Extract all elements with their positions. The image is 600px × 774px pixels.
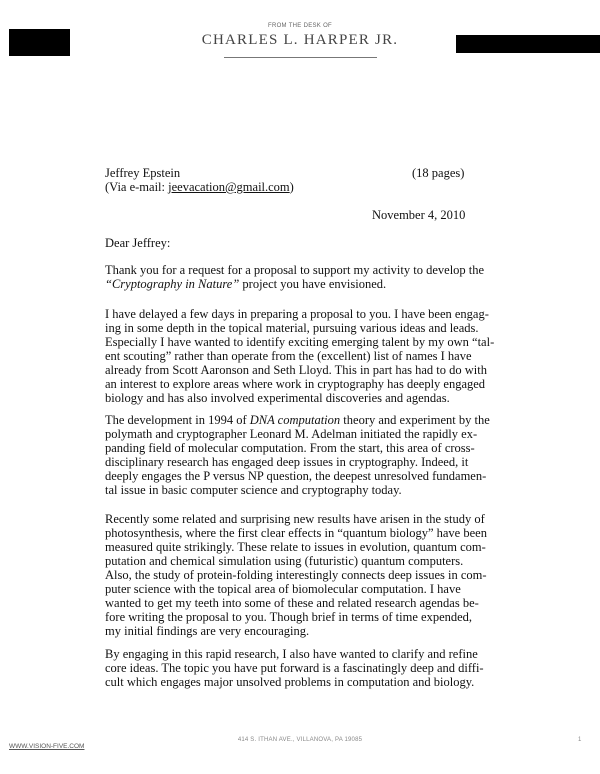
email-link[interactable]: jeevacation@gmail.com bbox=[168, 180, 290, 194]
paragraph-line: panding field of molecular computation. From the start, this area of cross- bbox=[105, 441, 475, 455]
recipient-email-line bbox=[105, 180, 294, 194]
letterhead-divider bbox=[224, 57, 377, 58]
letterhead-name: CHARLES L. HARPER JR. bbox=[201, 32, 399, 48]
paragraph-line: photosynthesis, where the first clear effects in “quantum biology” have been bbox=[105, 526, 487, 540]
paragraph-line: Thank you for a request for a proposal to support my activity to develop the bbox=[105, 263, 485, 277]
paragraph-line: an interest to explore areas where work in cryptography has deeply engaged bbox=[105, 377, 486, 391]
paragraph-line: polymath and cryptographer Leonard M. Adelman initiated the rapidly ex- bbox=[105, 427, 478, 441]
paragraph-1 bbox=[105, 263, 500, 291]
paragraph-2 bbox=[105, 307, 500, 405]
paragraph-line: I have delayed a few days in preparing a proposal to you. I have been engag- bbox=[105, 307, 489, 321]
paragraph-line: puter science with the topical area of biomolecular computation. I have bbox=[105, 582, 461, 596]
paragraph-line: already from Scott Aaronson and Seth Lloyd. This in part has had to do with bbox=[105, 363, 488, 377]
paragraph-line: ing in some depth in the topical material, pursuing various ideas and leads. bbox=[105, 321, 479, 335]
project-title: “Cryptography in Nature” bbox=[105, 277, 240, 291]
letterhead-from-line: FROM THE DESK OF bbox=[267, 23, 333, 29]
paragraph-line-end: theory and experiment by the bbox=[340, 413, 490, 427]
paragraph-line: Also, the study of protein-folding interestingly connects deep issues in com- bbox=[105, 568, 487, 582]
dna-computation-term: DNA computation bbox=[249, 413, 341, 427]
paragraph-line: wanted to get my teeth into some of these and related research agendas be- bbox=[105, 596, 479, 610]
paragraph-line: disciplinary research has engaged deep issues in cryptography. Indeed, it bbox=[105, 455, 469, 469]
paragraph-5 bbox=[105, 647, 500, 689]
paragraph-line: Especially I have wanted to identify exciting emerging talent by my own “tal- bbox=[105, 335, 495, 349]
footer-url[interactable]: WWW.VISION-FIVE.COM bbox=[9, 743, 85, 750]
paragraph-line: core ideas. The topic you have put forward is a fascinatingly deep and diffi- bbox=[105, 661, 484, 675]
paragraph-3 bbox=[105, 413, 500, 497]
paragraph-line: putation and chemical simulation using (futuristic) quantum computers. bbox=[105, 554, 464, 568]
footer-address: 414 S. ITHAN AVE., VILLANOVA, PA 19085 bbox=[237, 737, 363, 743]
letter-date: November 4, 2010 bbox=[372, 208, 466, 222]
paragraph-line-rest: project you have envisioned. bbox=[239, 277, 387, 291]
paragraph-line: biology and has also involved experimental discoveries and agendas. bbox=[105, 391, 450, 405]
paragraph-line bbox=[105, 277, 500, 291]
paragraph-line bbox=[105, 413, 500, 427]
salutation: Dear Jeffrey: bbox=[105, 236, 171, 250]
paragraph-line: deeply engages the P versus NP question, the deepest unresolved fundamen- bbox=[105, 469, 487, 483]
paragraph-line: my initial findings are very encouraging. bbox=[105, 624, 310, 638]
paragraph-line: By engaging in this rapid research, I also have wanted to clarify and refine bbox=[105, 647, 478, 661]
email-prefix: (Via e-mail: bbox=[105, 180, 169, 194]
recipient-name: Jeffrey Epstein bbox=[105, 166, 181, 180]
paragraph-line: cult which engages major unsolved problems in computation and biology. bbox=[105, 675, 475, 689]
page-number: 1 bbox=[578, 737, 582, 743]
paragraph-4 bbox=[105, 512, 500, 638]
paragraph-line: measured quite strikingly. These relate to issues in evolution, quantum com- bbox=[105, 540, 486, 554]
paragraph-line: Recently some related and surprising new results have arisen in the study of bbox=[105, 512, 485, 526]
email-suffix: ) bbox=[289, 180, 294, 194]
paragraph-line: ent scouting” rather than operate from the (excellent) list of names I have bbox=[105, 349, 472, 363]
page-count: (18 pages) bbox=[412, 166, 465, 180]
paragraph-line-start: The development in 1994 of bbox=[105, 413, 250, 427]
paragraph-line: fore writing the proposal to you. Though brief in terms of time expended, bbox=[105, 610, 473, 624]
paragraph-line: tal issue in basic computer science and cryptography today. bbox=[105, 483, 402, 497]
